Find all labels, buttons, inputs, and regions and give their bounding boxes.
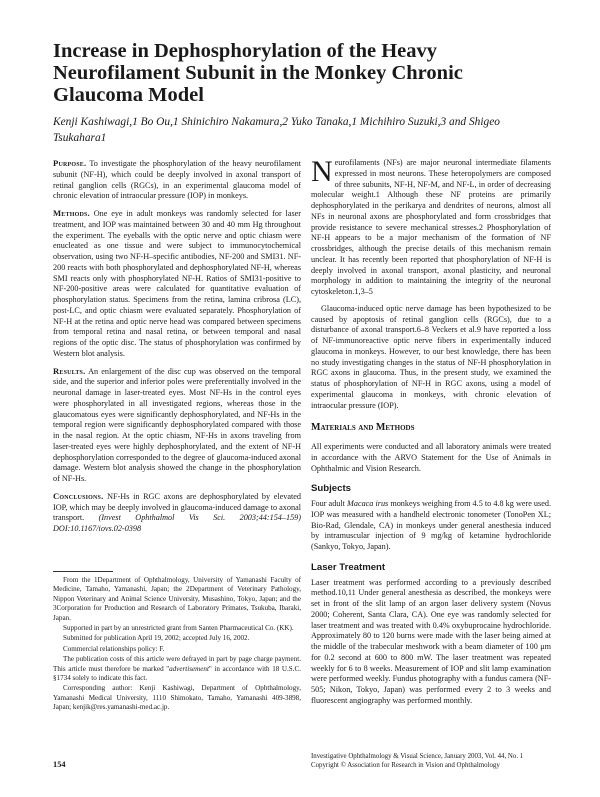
laser-paragraph: Laser treatment was performed according to a previously described method.10,11 Under general anesthesia as described, the monkeys were set in front of the slit lamp of an argon laser delivery system (Novus 2000; Coherent, Santa Clara, CA). One eye was randomly selected for laser treatment and was treated with 0.4% oxybuprocaine hydrochloride. Approximately 80 to 120 burns were made with the laser being aimed at the middle of the trabecular meshwork with a beam diameter of 100 μm for 0.2 second at 600 to 800 mW. The laser treatment was repeated weekly for 6 to 8 weeks. Measurement of IOP and slit lamp examination were performed weekly. Fundus photography with a fundus camera (NF-505; Nikon, Tokyo, Japan) was performed every 2 to 3 weeks and fluorescent angiography was performed monthly. xyxy=(311,577,551,705)
article-title: Increase in Dephosphorylation of the Heavy Neurofilament Subunit in the Monkey Chronic Glaucoma Model xyxy=(53,40,463,106)
methods-label: Methods. xyxy=(53,208,90,218)
charges-text: The publication costs of this article were defrayed in part by page charge payment. This article must therefore be marked " xyxy=(53,655,301,673)
journal-footer xyxy=(311,752,551,770)
subjects-text: Four adult xyxy=(311,499,348,508)
methods-intro: All experiments were conducted and all laboratory animals were treated in accordance with the ARVO Statement for the Use of Animals in Ophthalmic and Vision Research. xyxy=(311,442,551,473)
purpose-text: To investigate the phosphorylation of the heavy neurofilament subunit (NF-H), which could be deeply involved in axonal transport of retinal ganglion cells (RGCs), in an experimental glaucoma model of chronic elevation of intraocular pressure (IOP) in monkeys. xyxy=(53,159,301,201)
body-column xyxy=(311,155,551,713)
support-note: Supported in part by an unrestricted grant from Santen Pharmaceutical Co. (KK). xyxy=(63,624,294,633)
methods-text: One eye in adult monkeys was randomly selected for laser treatment, and IOP was maintained between 30 and 40 mm Hg throughout the experiment. The eyeballs with the optic nerve and optic chiasm were enucleated as one tissue and were subject to immunocytochemical observation, using two NF-H–specific antibodies, NF-200 and SMI31. NF-200 reacts with both phosphorylated and dephosphorylated NF-H, whereas SMI reacts only with phosphorylated NF-H. Ratios of SMI31-positive to NF-200-positive areas were calculated for quantitative evaluation of phosphorylation status. Specimens from the retina, lamina cribrosa (LC), post-LC, and optic chiasm were evaluated separately. Phosphorylation of NF-H at the retina and optic nerve head was compared between specimens from temporal retina and nasal retina, or between temporal and nasal regions of the optic disc. The status of phosphorylation was confirmed by Western blot analysis. xyxy=(53,209,301,358)
results-text: An enlargement of the disc cup was observed on the temporal side, and the superior and inferior poles were preferentially involved in the neuronal damage in laser-treated eyes. Most NF-Hs in the control eyes were phosphorylated in all investigated regions, whereas those in the glaucomatous eyes were significantly dephosphorylated, and NF-Hs in the temporal region were significantly dephosphorylated compared with those in the nasal region. At the optic chiasm, NF-Hs in axons traveling from laser-treated eyes were highly dephosphorylated, and the extent of NF-H dephosphorylation corresponded to the degree of glaucoma-induced axonal damage. Western blot analysis showed the change in the phosphorylation of NF-Hs. xyxy=(53,366,301,483)
correspondence: Corresponding author: Kenji Kashiwagi, Department of Ophthalmology, Yamanashi Medical University, 1110 Shimokato, Tamaho, Yamanashi 409-3898, Japan; kenjik@res.yamanashi-med.ac.jp. xyxy=(53,684,301,712)
abstract-column xyxy=(53,158,301,541)
subjects-paragraph xyxy=(311,499,551,553)
page-number: 154 xyxy=(53,760,66,769)
intro-text-1: eurofilaments (NFs) are major neuronal intermediate filaments expressed in most neurons. These heteropolymers are composed of three subunits, NF-H, NF-M, and NF-L, in order of decreasing molecular weight.1 Although these NF proteins are primarily dephosphorylated in the perikarya and dendrites of neurons, almost all NFs in neuronal axons are phosphorylated and form crossbridges that provide resistance to severe mechanical stresses.2 Phosphorylation of NF-H appears to be a major mechanism of the formation of NF crossbridges, although the precise details of this mechanism remain unclear. It has recently been reported that phosphorylation of NF-H is deeply involved in axonal transport, axonal plasticity, and neuronal morphology in addition to maintaining the integrity of the neuronal cytoskeleton.1,3–5 xyxy=(311,158,551,296)
subsection-heading-laser: Laser Treatment xyxy=(311,561,386,573)
disclosure: Commercial relationships policy: F. xyxy=(63,644,165,653)
citation: (Invest Ophthalmol Vis Sci. 2003;44:154–159) DOI:10.1167/iovs.02-0398 xyxy=(53,513,302,533)
footnotes xyxy=(53,576,301,714)
species-name: Macaca irus xyxy=(347,499,389,508)
abstract-results xyxy=(53,366,301,485)
submission-dates: Submitted for publication April 19, 2002; accepted July 16, 2002. xyxy=(63,634,250,643)
purpose-label: Purpose. xyxy=(53,158,87,168)
journal-copyright: Copyright © Association for Research in Vision and Ophthalmology xyxy=(311,762,500,769)
intro-paragraph-2: Glaucoma-induced optic nerve damage has been hypothesized to be caused by apoptosis of retinal ganglion cells (RGCs), due to a disturbance of axonal transport.6–8 Veckers et al.9 have reported a loss of NF-immunoreactive optic nerve fibers in experimentally induced glaucoma in monkeys. However, to our best knowledge, there has been no study investigating changes in the status of NF-H phosphorylation in RGC axons in glaucoma. Thus, in the present study, we examined the status of phosphorylation of NF-H in RGC axons, using a model of experimental glaucoma in monkeys, with chronic elevation of intraocular pressure (IOP). xyxy=(311,303,551,410)
affiliations: From the 1Department of Ophthalmology, University of Yamanashi Faculty of Medicine, Tamaho, Yamanashi, Japan; the 2Department of Veterinary Pathology, Nippon Veterinary and Animal Science University, Musashino, Tokyo, Japan; and the 3Corporation for Production and Research of Laboratory Primates, Tsukuba, Ibaraki, Japan. xyxy=(53,576,301,622)
subjects-text-end: monkeys weighing from 4.5 to 4.8 kg were used. IOP was measured with a handheld electronic tonometer (TonoPen XL; Bio-Rad, Glendale, CA) in monkeys under general anesthesia induced by intramuscular injection of 9 mg/kg of ketamine hydrochloride (Sankyo, Tokyo, Japan). xyxy=(311,499,551,551)
results-label: Results. xyxy=(53,365,86,376)
conclusions-label: Conclusions. xyxy=(53,490,104,501)
subsection-heading-subjects: Subjects xyxy=(311,483,351,495)
charges-text-end: " in accordance with 18 U.S.C. §1734 solely to indicate this fact. xyxy=(53,664,301,683)
charges-emphasis: advertisement xyxy=(169,664,209,673)
author-list: Kenji Kashiwagi,1 Bo Ou,1 Shinichiro Nakamura,2 Yuko Tanaka,1 Michihiro Suzuki,3 and Shigeo Tsukahara1 xyxy=(53,116,500,144)
footnote-divider xyxy=(53,571,113,572)
page-charges xyxy=(53,655,301,683)
conclusions-text: NF-Hs in RGC axons are dephosphorylated by elevated IOP, which may be deeply involved in glaucoma-induced damage to axonal transport. xyxy=(53,491,302,523)
intro-paragraph-1 xyxy=(311,155,551,298)
abstract-conclusions xyxy=(53,491,301,535)
drop-cap: N xyxy=(311,155,333,188)
section-heading-methods: Materials and Methods xyxy=(311,422,415,434)
abstract-methods xyxy=(53,208,301,360)
abstract-purpose xyxy=(53,158,301,202)
journal-issue: Investigative Ophthalmology & Visual Science, January 2003, Vol. 44, No. 1 xyxy=(311,753,524,760)
